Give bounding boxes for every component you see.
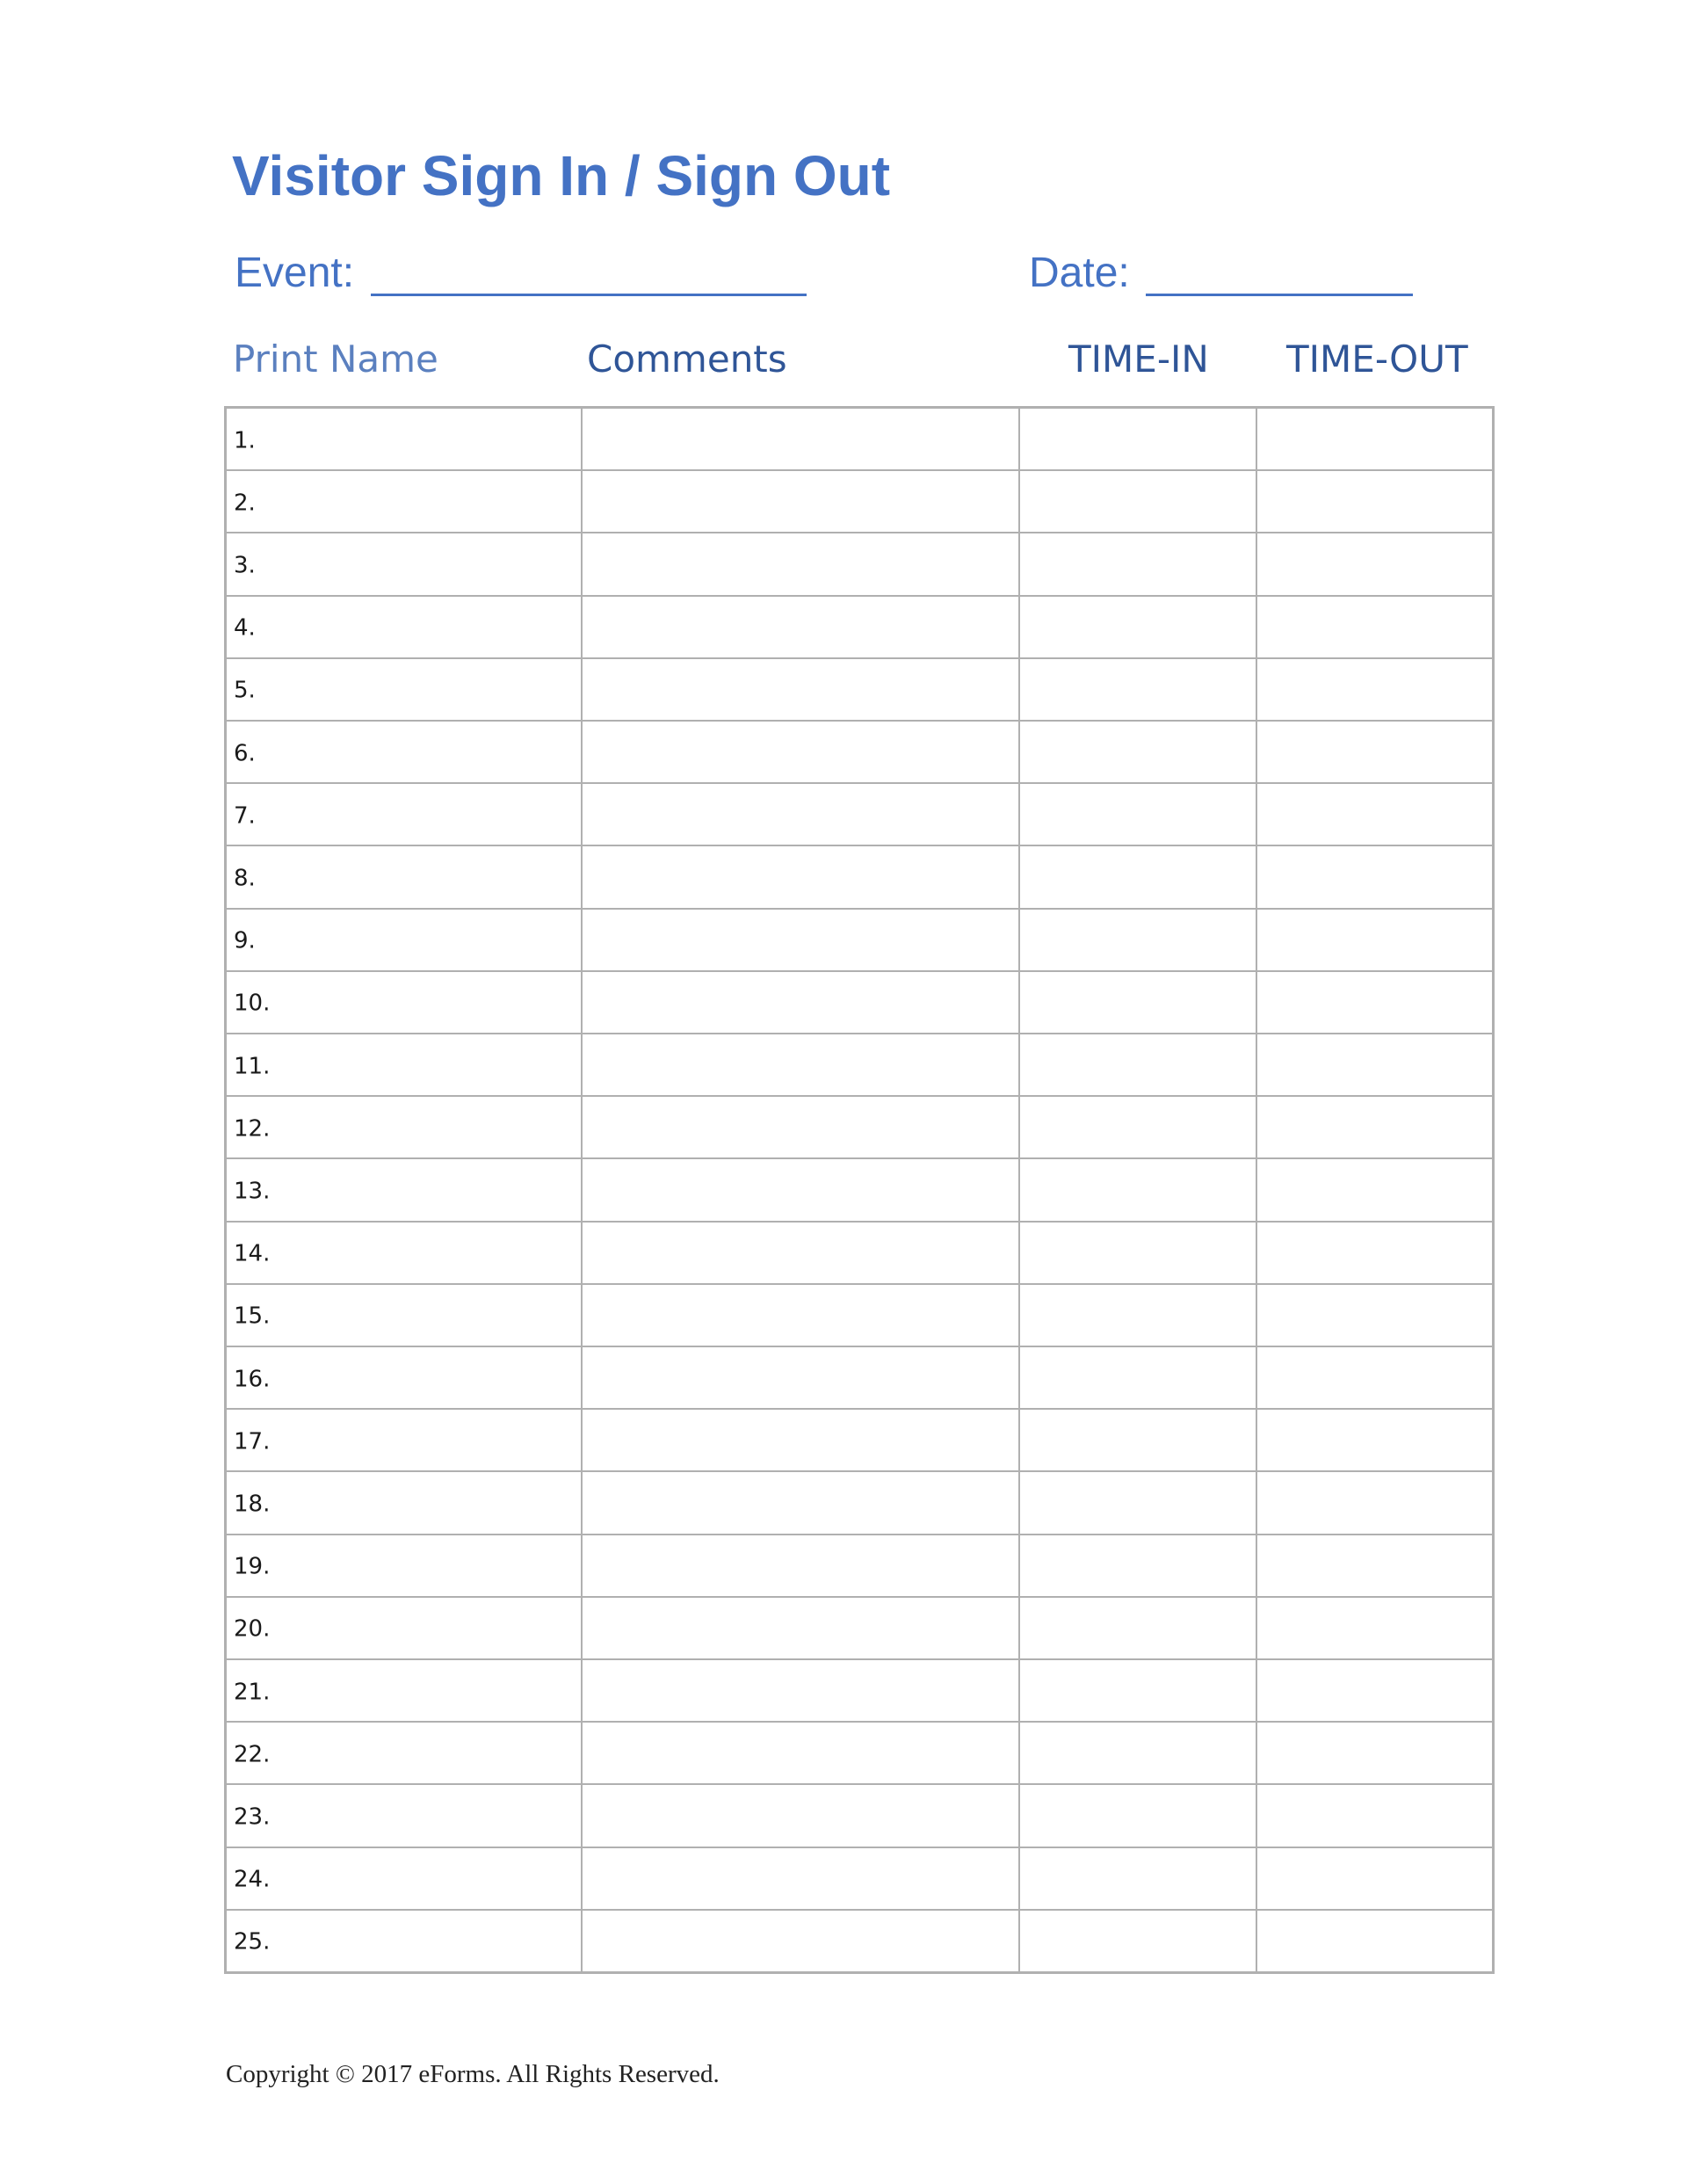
- table-row: [227, 1783, 1492, 1846]
- comments-cell[interactable]: [581, 1472, 1018, 1533]
- comments-cell[interactable]: [581, 1598, 1018, 1658]
- time-in-cell[interactable]: [1018, 1034, 1256, 1095]
- time-in-cell[interactable]: [1018, 1723, 1256, 1783]
- print-name-cell[interactable]: [227, 1785, 581, 1846]
- table-row: [227, 1221, 1492, 1283]
- print-name-cell[interactable]: [227, 1660, 581, 1721]
- comments-cell[interactable]: [581, 1034, 1018, 1095]
- row-number: 8.: [234, 865, 256, 892]
- time-out-cell[interactable]: [1256, 784, 1492, 845]
- comments-cell[interactable]: [581, 533, 1018, 594]
- row-number: 15.: [234, 1302, 271, 1330]
- page-title: Visitor Sign In / Sign Out: [232, 144, 891, 207]
- table-row: [227, 1596, 1492, 1658]
- time-out-cell[interactable]: [1256, 1410, 1492, 1470]
- time-in-cell[interactable]: [1018, 910, 1256, 970]
- row-number: 5.: [234, 677, 256, 704]
- table-body: [227, 409, 1492, 1971]
- print-name-cell[interactable]: [227, 784, 581, 845]
- comments-cell[interactable]: [581, 1097, 1018, 1157]
- table-row: [227, 1534, 1492, 1596]
- table-row: [227, 469, 1492, 532]
- time-out-cell[interactable]: [1256, 910, 1492, 970]
- row-number: 13.: [234, 1178, 271, 1205]
- time-in-cell[interactable]: [1018, 1223, 1256, 1283]
- time-out-cell[interactable]: [1256, 1034, 1492, 1095]
- time-out-cell[interactable]: [1256, 1223, 1492, 1283]
- time-out-cell[interactable]: [1256, 722, 1492, 782]
- comments-cell[interactable]: [581, 1223, 1018, 1283]
- table-row: [227, 1157, 1492, 1220]
- print-name-cell[interactable]: [227, 1848, 581, 1909]
- row-number: 25.: [234, 1928, 271, 1955]
- sign-in-table: [224, 406, 1495, 1974]
- row-number: 14.: [234, 1240, 271, 1267]
- time-out-cell[interactable]: [1256, 409, 1492, 469]
- time-in-cell[interactable]: [1018, 784, 1256, 845]
- table-row: [227, 1470, 1492, 1533]
- print-name-cell[interactable]: [227, 1598, 581, 1658]
- row-number: 21.: [234, 1678, 271, 1705]
- time-in-cell[interactable]: [1018, 1285, 1256, 1346]
- time-out-cell[interactable]: [1256, 533, 1492, 594]
- table-row: [227, 970, 1492, 1033]
- table-row: [227, 1658, 1492, 1721]
- time-in-cell[interactable]: [1018, 1347, 1256, 1408]
- time-in-cell[interactable]: [1018, 533, 1256, 594]
- time-in-cell[interactable]: [1018, 1097, 1256, 1157]
- time-in-cell[interactable]: [1018, 1410, 1256, 1470]
- row-number: 19.: [234, 1553, 271, 1580]
- comments-cell[interactable]: [581, 597, 1018, 657]
- table-row: [227, 720, 1492, 782]
- row-number: 1.: [234, 426, 256, 453]
- comments-cell[interactable]: [581, 1660, 1018, 1721]
- time-out-cell[interactable]: [1256, 1535, 1492, 1596]
- print-name-cell[interactable]: [227, 533, 581, 594]
- table-row: [227, 782, 1492, 845]
- time-in-cell[interactable]: [1018, 1848, 1256, 1909]
- print-name-cell[interactable]: [227, 1097, 581, 1157]
- row-number: 16.: [234, 1365, 271, 1392]
- row-number: 24.: [234, 1866, 271, 1893]
- print-name-cell[interactable]: [227, 1285, 581, 1346]
- row-number: 23.: [234, 1803, 271, 1831]
- time-in-cell[interactable]: [1018, 846, 1256, 907]
- comments-cell[interactable]: [581, 1410, 1018, 1470]
- time-out-cell[interactable]: [1256, 1723, 1492, 1783]
- comments-cell[interactable]: [581, 1723, 1018, 1783]
- print-name-cell[interactable]: [227, 659, 581, 720]
- print-name-cell[interactable]: [227, 1159, 581, 1220]
- time-in-cell[interactable]: [1018, 1159, 1256, 1220]
- time-out-cell[interactable]: [1256, 1285, 1492, 1346]
- print-name-cell[interactable]: [227, 1535, 581, 1596]
- print-name-cell[interactable]: [227, 471, 581, 532]
- print-name-cell[interactable]: [227, 972, 581, 1033]
- print-name-cell[interactable]: [227, 1034, 581, 1095]
- time-out-cell[interactable]: [1256, 659, 1492, 720]
- event-label: Event:: [235, 250, 355, 296]
- time-out-cell[interactable]: [1256, 972, 1492, 1033]
- time-out-cell[interactable]: [1256, 1848, 1492, 1909]
- event-field-line[interactable]: [371, 294, 807, 296]
- table-row: [227, 409, 1492, 469]
- comments-cell[interactable]: [581, 1535, 1018, 1596]
- time-out-cell[interactable]: [1256, 1472, 1492, 1533]
- table-row: [227, 1346, 1492, 1408]
- comments-cell[interactable]: [581, 784, 1018, 845]
- time-out-cell[interactable]: [1256, 471, 1492, 532]
- time-in-cell[interactable]: [1018, 1598, 1256, 1658]
- row-number: 10.: [234, 990, 271, 1017]
- row-number: 4.: [234, 614, 256, 642]
- print-name-cell[interactable]: [227, 1347, 581, 1408]
- row-number: 20.: [234, 1615, 271, 1643]
- comments-cell[interactable]: [581, 1785, 1018, 1846]
- time-in-cell[interactable]: [1018, 1535, 1256, 1596]
- print-name-cell[interactable]: [227, 846, 581, 907]
- date-label: Date:: [1029, 250, 1130, 296]
- table-row: [227, 1283, 1492, 1346]
- row-number: 6.: [234, 739, 256, 766]
- time-out-cell[interactable]: [1256, 1785, 1492, 1846]
- time-out-cell[interactable]: [1256, 846, 1492, 907]
- row-number: 12.: [234, 1115, 271, 1143]
- time-in-cell[interactable]: [1018, 972, 1256, 1033]
- table-row: [227, 657, 1492, 720]
- time-out-cell[interactable]: [1256, 1097, 1492, 1157]
- row-number: 3.: [234, 552, 256, 579]
- comments-cell[interactable]: [581, 1285, 1018, 1346]
- time-in-cell[interactable]: [1018, 1660, 1256, 1721]
- print-name-cell[interactable]: [227, 597, 581, 657]
- row-number: 9.: [234, 927, 256, 954]
- comments-cell[interactable]: [581, 722, 1018, 782]
- table-row: [227, 1033, 1492, 1095]
- column-header-time-in: TIME-IN: [1068, 337, 1209, 381]
- time-out-cell[interactable]: [1256, 1911, 1492, 1971]
- table-row: [227, 532, 1492, 594]
- print-name-cell[interactable]: [227, 409, 581, 469]
- print-name-cell[interactable]: [227, 722, 581, 782]
- time-out-cell[interactable]: [1256, 1660, 1492, 1721]
- row-number: 7.: [234, 802, 256, 830]
- table-row: [227, 1909, 1492, 1971]
- comments-cell[interactable]: [581, 1159, 1018, 1220]
- time-in-cell[interactable]: [1018, 1472, 1256, 1533]
- row-number: 11.: [234, 1052, 271, 1079]
- table-row: [227, 845, 1492, 907]
- copyright-notice: Copyright © 2017 eForms. All Rights Reserved.: [226, 2060, 720, 2088]
- time-out-cell[interactable]: [1256, 1159, 1492, 1220]
- print-name-cell[interactable]: [227, 1723, 581, 1783]
- row-number: 18.: [234, 1491, 271, 1518]
- print-name-cell[interactable]: [227, 1911, 581, 1971]
- comments-cell[interactable]: [581, 1911, 1018, 1971]
- row-number: 22.: [234, 1741, 271, 1768]
- row-number: 2.: [234, 490, 256, 517]
- comments-cell[interactable]: [581, 1848, 1018, 1909]
- time-in-cell[interactable]: [1018, 1785, 1256, 1846]
- table-row: [227, 1095, 1492, 1157]
- time-in-cell[interactable]: [1018, 597, 1256, 657]
- comments-cell[interactable]: [581, 910, 1018, 970]
- print-name-cell[interactable]: [227, 1472, 581, 1533]
- time-in-cell[interactable]: [1018, 471, 1256, 532]
- print-name-cell[interactable]: [227, 1223, 581, 1283]
- column-header-time-out: TIME-OUT: [1286, 337, 1468, 381]
- time-out-cell[interactable]: [1256, 1347, 1492, 1408]
- time-in-cell[interactable]: [1018, 722, 1256, 782]
- comments-cell[interactable]: [581, 972, 1018, 1033]
- row-number: 17.: [234, 1428, 271, 1455]
- time-in-cell[interactable]: [1018, 1911, 1256, 1971]
- table-row: [227, 1408, 1492, 1470]
- column-header-comments: Comments: [587, 337, 787, 381]
- time-in-cell[interactable]: [1018, 659, 1256, 720]
- time-out-cell[interactable]: [1256, 1598, 1492, 1658]
- comments-cell[interactable]: [581, 1347, 1018, 1408]
- table-row: [227, 1847, 1492, 1909]
- date-field-line[interactable]: [1146, 294, 1413, 296]
- time-in-cell[interactable]: [1018, 409, 1256, 469]
- table-row: [227, 908, 1492, 970]
- table-row: [227, 595, 1492, 657]
- comments-cell[interactable]: [581, 471, 1018, 532]
- column-header-print-name: Print Name: [233, 337, 438, 381]
- print-name-cell[interactable]: [227, 910, 581, 970]
- comments-cell[interactable]: [581, 659, 1018, 720]
- comments-cell[interactable]: [581, 409, 1018, 469]
- print-name-cell[interactable]: [227, 1410, 581, 1470]
- comments-cell[interactable]: [581, 846, 1018, 907]
- table-row: [227, 1721, 1492, 1783]
- time-out-cell[interactable]: [1256, 597, 1492, 657]
